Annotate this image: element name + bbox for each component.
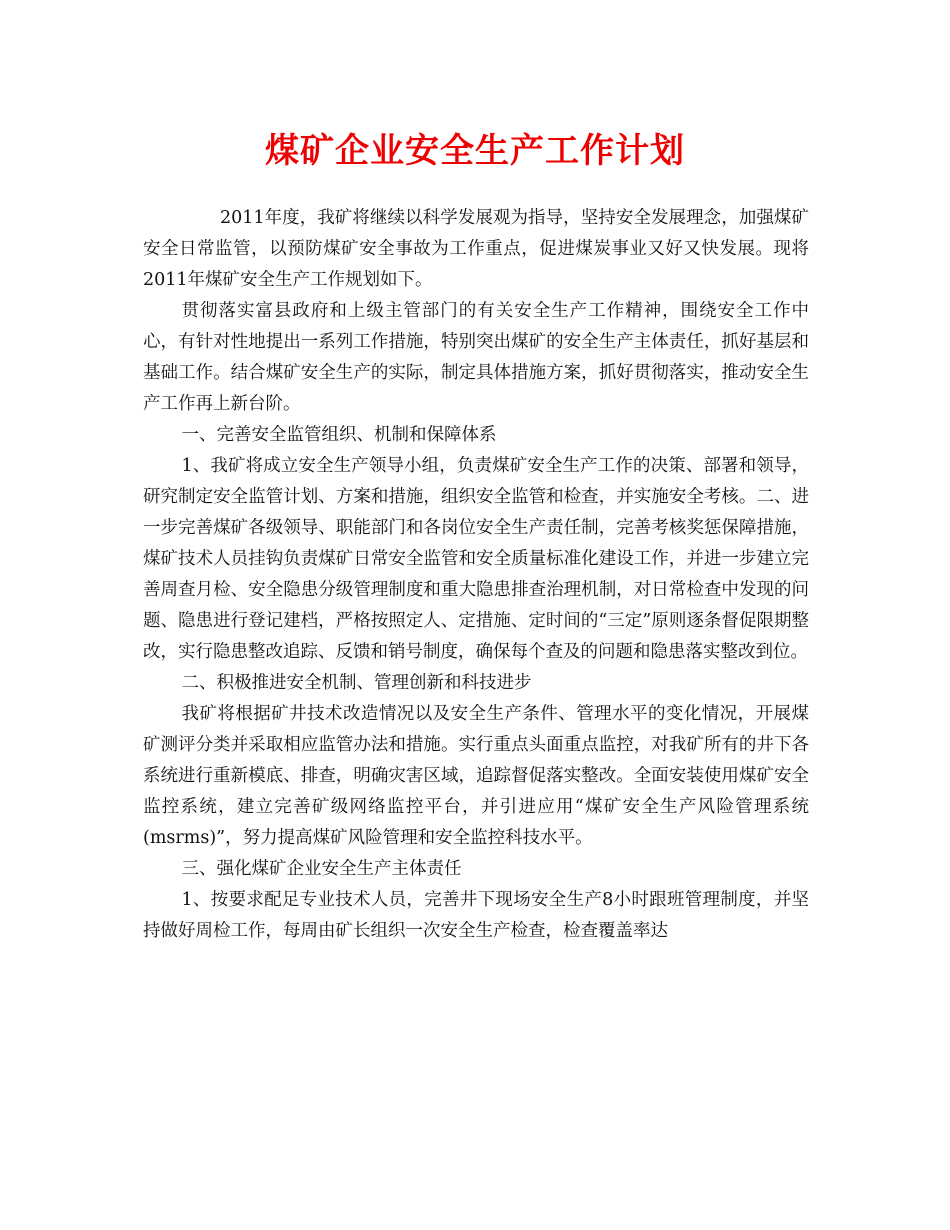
paragraph-section-1: 1、我矿将成立安全生产领导小组，负责煤矿安全生产工作的决策、部署和领导，研究制定安全监管计划、方案和措施，组织安全监管和检查，并实施安全考核。二、进一步完善煤矿各级领导、职能部门和各岗位安全生产责任制，完善考核奖惩保障措施，煤矿技术人员挂钩负责煤矿日常安全监管和安全质量标准化建设工作，并进一步建立完善周查月检、安全隐患分级管理制度和重大隐患排查治理机制，对日常检查中发现的问题、隐患进行登记建档，严格按照定人、定措施、定时间的“三定”原则逐条督促限期整改，实行隐患整改追踪、反馈和销号制度，确保每个查及的问题和隐患落实整改到位。 [143,456,809,662]
paragraph-section-2: 我矿将根据矿井技术改造情况以及安全生产条件、管理水平的变化情况，开展煤矿测评分类并采取相应监管办法和措施。实行重点头面重点监控，对我矿所有的井下各系统进行重新模底、排查，明确灾害区域，追踪督促落实整改。全面安装使用煤矿安全监控系统，建立完善矿级网络监控平台，并引进应用“煤矿安全生产风险管理系统(msrms)”，努力提高煤矿风险管理和安全监控科技水平。 [143,704,809,848]
section-heading-3: 三、强化煤矿企业安全生产主体责任 [181,859,462,879]
paragraph-implement: 贯彻落实富县政府和上级主管部门的有关安全生产工作精神，围绕安全工作中心，有针对性地提出一系列工作措施，特别突出煤矿的安全生产主体责任，抓好基层和基础工作。结合煤矿安全生产的实际，制定具体措施方案，抓好贯彻落实，推动安全生产工作再上新台阶。 [143,301,809,414]
document-body [143,203,809,947]
paragraph-section-3: 1、按要求配足专业技术人员，完善井下现场安全生产8小时跟班管理制度，并坚持做好周检工作，每周由矿长组织一次安全生产检查，检查覆盖率达 [143,890,809,941]
section-heading-1: 一、完善安全监管组织、机制和保障体系 [181,425,497,445]
document-title: 煤矿企业安全生产工作计划 [265,131,685,171]
section-heading-2: 二、积极推进安全机制、管理创新和科技进步 [181,673,532,693]
paragraph-intro: 2011年度，我矿将继续以科学发展观为指导，坚持安全发展理念，加强煤矿安全日常监管，以预防煤矿安全事故为工作重点，促进煤炭事业又好又快发展。现将2011年煤矿安全生产工作规划如下。 [143,208,809,290]
